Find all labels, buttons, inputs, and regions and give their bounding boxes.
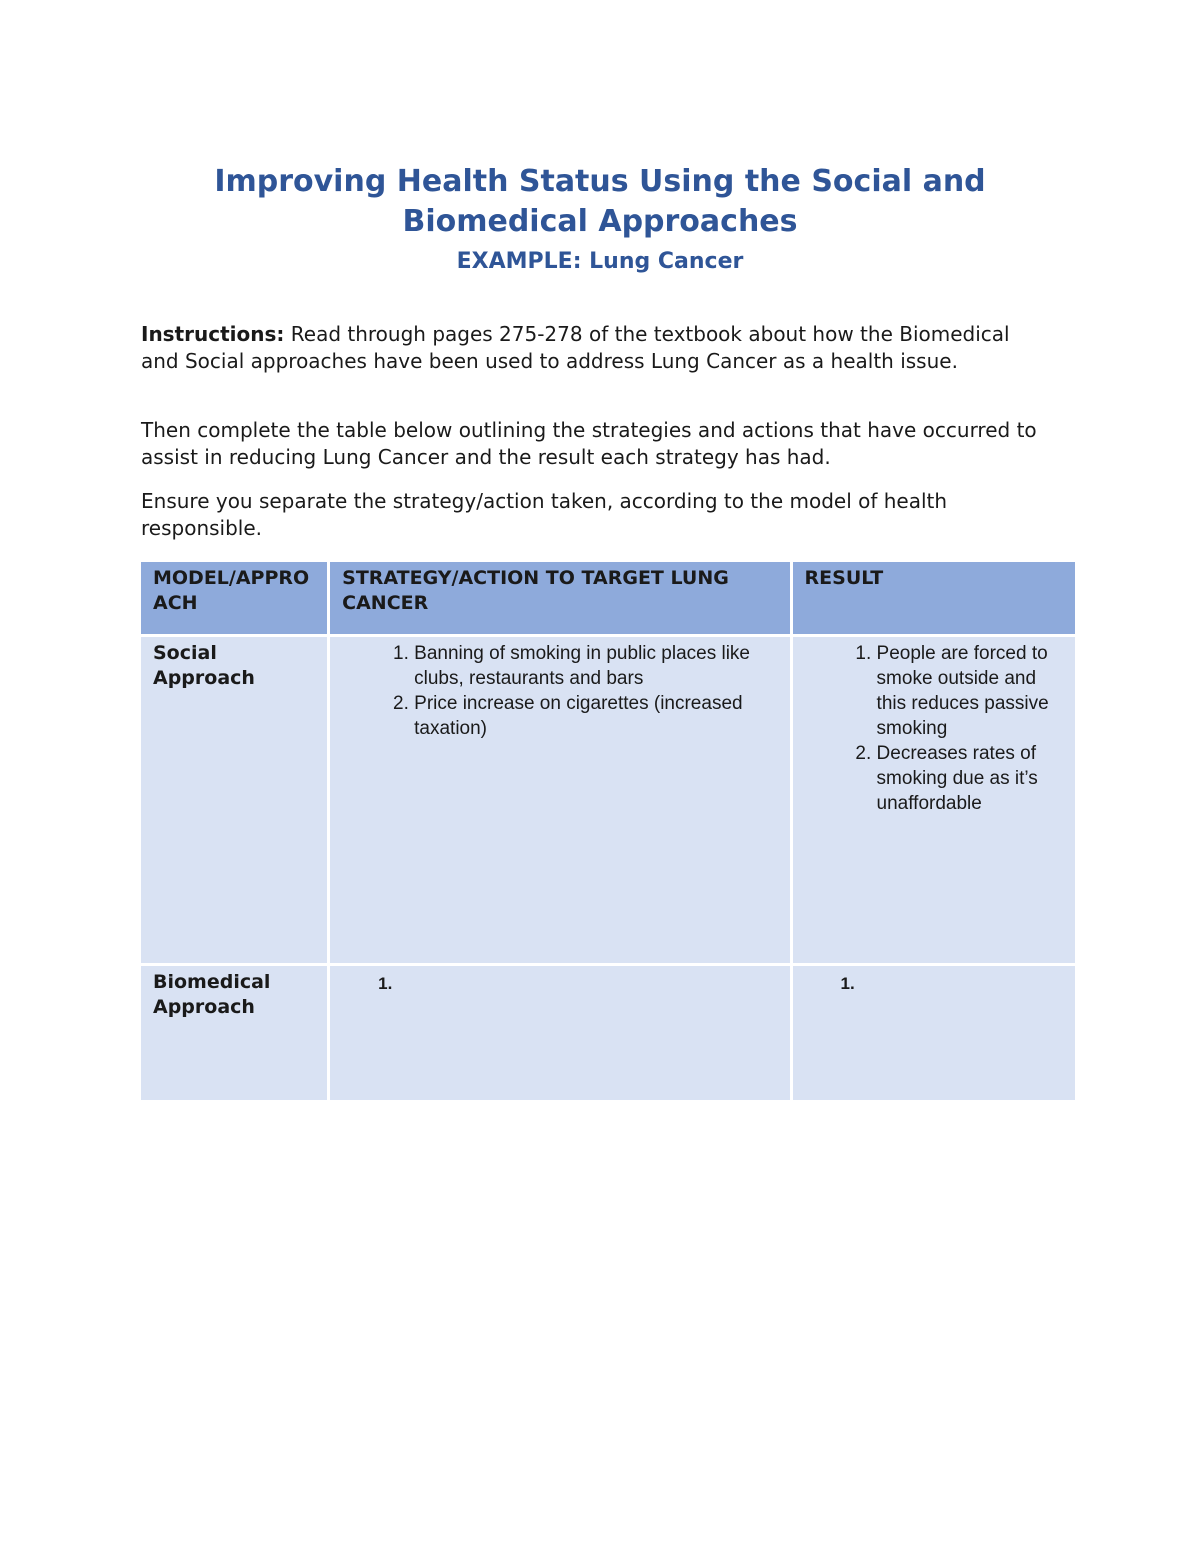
document-title: Improving Health Status Using the Social and Biomedical Approaches [214,164,986,239]
social-strategy-list [342,641,777,741]
list-item: 1. People are forced to smoke outside and this reduces passive smoking [877,641,1063,741]
paragraph-separate-strategy: Ensure you separate the strategy/action taken, according to the model of health responsible. [141,489,948,540]
header-result: RESULT [793,562,1075,634]
instructions-text: Read through pages 275-278 of the textbook about how the Biomedical and Social approaches have been used to address Lung Cancer as a health issue. [141,322,1010,373]
table-row-biomedical [141,966,1075,1100]
biomedical-result-cell[interactable] [793,966,1075,1100]
list-item: 2. Decreases rates of smoking due as it’s unaffordable [877,741,1063,816]
social-strategy-cell[interactable] [330,637,789,963]
header-strategy: STRATEGY/ACTION TO TARGET LUNG CANCER [330,562,789,634]
table-header-row [141,562,1075,634]
table-row-social [141,637,1075,963]
list-item: 2. Price increase on cigarettes (increased taxation) [414,691,777,741]
biomedical-result-number: 1. [840,974,855,993]
biomedical-strategy-number: 1. [378,974,393,993]
biomedical-strategy-cell[interactable] [330,966,789,1100]
paragraph-table-directions: Then complete the table below outlining the strategies and actions that have occurred to assist in reducing Lung Cancer and the result each strategy has had. [141,418,1037,469]
instructions-label: Instructions: [141,322,285,346]
row-label-social: Social Approach [141,637,327,963]
row-label-biomedical: Biomedical Approach [141,966,327,1100]
list-item: 1. Banning of smoking in public places like clubs, restaurants and bars [414,641,777,691]
document-subtitle: EXAMPLE: Lung Cancer [456,249,744,274]
approach-table [138,559,1078,1103]
header-model: MODEL/APPROACH [141,562,327,634]
instructions-paragraph [141,321,1041,375]
social-result-list [805,641,1063,816]
social-result-cell[interactable] [793,637,1075,963]
